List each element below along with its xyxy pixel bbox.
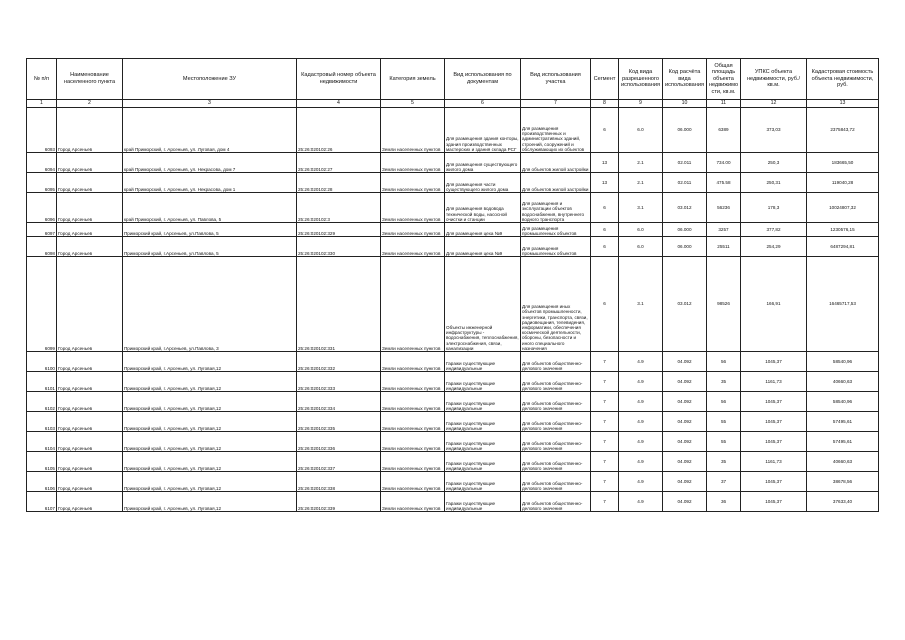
cell-use-code: 4.9 bbox=[619, 492, 663, 512]
column-number: 10 bbox=[663, 100, 707, 108]
cell-land-category: Земли населенных пунктов bbox=[381, 173, 445, 193]
cell-document-use: Гаражи существующие индивидуальные bbox=[445, 372, 521, 392]
cell-use-code: 3.1 bbox=[619, 257, 663, 352]
cell-town: Город Арсеньев bbox=[57, 108, 123, 153]
cell-calc-code: 04.092 bbox=[663, 372, 707, 392]
cell-actual-use: Для объектов общественно-делового значения bbox=[521, 412, 591, 432]
cell-calc-code: 04.092 bbox=[663, 492, 707, 512]
cell-document-use: Для размещения части существующего жилого дома bbox=[445, 173, 521, 193]
cell-use-code: 3.1 bbox=[619, 193, 663, 223]
cell-number: 6096 bbox=[27, 193, 57, 223]
cell-area: 35 bbox=[707, 372, 741, 392]
cell-land-category: Земли населенных пунктов bbox=[381, 372, 445, 392]
table-row bbox=[27, 193, 879, 223]
column-number: 13 bbox=[807, 100, 879, 108]
table-row bbox=[27, 472, 879, 492]
cell-upks: 1045,37 bbox=[741, 472, 807, 492]
cell-upks: 1045,37 bbox=[741, 492, 807, 512]
cell-actual-use: Для объектов общественно-делового значения bbox=[521, 492, 591, 512]
cell-use-code: 6.0 bbox=[619, 108, 663, 153]
cell-calc-code: 02.011 bbox=[663, 173, 707, 193]
cell-area: 55 bbox=[707, 412, 741, 432]
cell-town: Город Арсеньев bbox=[57, 193, 123, 223]
cell-location: Приморский край, г. Арсеньев, ул. Луговая,12 bbox=[123, 392, 297, 412]
table-row bbox=[27, 492, 879, 512]
column-number: 11 bbox=[707, 100, 741, 108]
column-number: 2 bbox=[57, 100, 123, 108]
header-cell: Кадастровая стоимость объекта недвижимости, руб. bbox=[807, 59, 879, 100]
column-number: 7 bbox=[521, 100, 591, 108]
cell-actual-use: Для объектов общественно-делового значения bbox=[521, 472, 591, 492]
cell-document-use: Гаражи существующие индивидуальные bbox=[445, 472, 521, 492]
cell-use-code: 4.9 bbox=[619, 472, 663, 492]
cell-number: 6106 bbox=[27, 472, 57, 492]
cell-segment: 6 bbox=[591, 223, 619, 237]
cell-actual-use: Для объектов общественно-делового значения bbox=[521, 452, 591, 472]
cell-segment: 6 bbox=[591, 108, 619, 153]
cell-cadastral-cost: 16465717,53 bbox=[807, 257, 879, 352]
cell-number: 6104 bbox=[27, 432, 57, 452]
cell-cadastral-number: 25:26:020102:332 bbox=[297, 352, 381, 372]
cell-town: Город Арсеньев bbox=[57, 223, 123, 237]
cell-location: Приморский край, г.Арсеньев, ул.Павлова, 5 bbox=[123, 237, 297, 257]
cell-town: Город Арсеньев bbox=[57, 452, 123, 472]
cell-number: 6105 bbox=[27, 452, 57, 472]
table-row bbox=[27, 108, 879, 153]
cell-area: 6389 bbox=[707, 108, 741, 153]
cell-segment: 7 bbox=[591, 372, 619, 392]
cell-town: Город Арсеньев bbox=[57, 372, 123, 392]
cell-upks: 1045,37 bbox=[741, 392, 807, 412]
cell-use-code: 4.9 bbox=[619, 432, 663, 452]
cell-actual-use: Для размещения промышленных объектов bbox=[521, 223, 591, 237]
header-cell: УПКС объекта недвижимости, руб./кв.м. bbox=[741, 59, 807, 100]
cell-land-category: Земли населенных пунктов bbox=[381, 237, 445, 257]
cell-town: Город Арсеньев bbox=[57, 432, 123, 452]
cell-calc-code: 04.092 bbox=[663, 412, 707, 432]
cell-area: 98526 bbox=[707, 257, 741, 352]
cell-cadastral-number: 25:26:020102:331 bbox=[297, 257, 381, 352]
table-row bbox=[27, 372, 879, 392]
cell-segment: 7 bbox=[591, 452, 619, 472]
cell-calc-code: 06.000 bbox=[663, 237, 707, 257]
column-number: 1 bbox=[27, 100, 57, 108]
column-number: 12 bbox=[741, 100, 807, 108]
cell-cadastral-cost: 37633,40 bbox=[807, 492, 879, 512]
cell-cadastral-number: 25:26:020102:338 bbox=[297, 472, 381, 492]
cell-cadastral-number: 25:26:020102:337 bbox=[297, 452, 381, 472]
cell-actual-use: Для размещения промышленных объектов bbox=[521, 237, 591, 257]
cell-segment: 13 bbox=[591, 173, 619, 193]
cell-cadastral-number: 25:26:020102:330 bbox=[297, 237, 381, 257]
table-row bbox=[27, 412, 879, 432]
cell-location: Приморский край, г.Арсеньев, ул.Павлова, 5 bbox=[123, 223, 297, 237]
cell-town: Город Арсеньев bbox=[57, 352, 123, 372]
column-number: 4 bbox=[297, 100, 381, 108]
cell-document-use: Для размещения цеха №9 bbox=[445, 223, 521, 237]
column-number: 3 bbox=[123, 100, 297, 108]
cell-land-category: Земли населенных пунктов bbox=[381, 108, 445, 153]
cell-upks: 1045,37 bbox=[741, 412, 807, 432]
cell-segment: 6 bbox=[591, 237, 619, 257]
cell-segment: 7 bbox=[591, 352, 619, 372]
cell-cadastral-cost: 40660,63 bbox=[807, 372, 879, 392]
cell-upks: 1161,73 bbox=[741, 452, 807, 472]
cell-upks: 377,82 bbox=[741, 223, 807, 237]
header-cell: Кадастровый номер объекта недвижимости bbox=[297, 59, 381, 100]
cell-land-category: Земли населенных пунктов bbox=[381, 392, 445, 412]
cell-land-category: Земли населенных пунктов bbox=[381, 412, 445, 432]
header-cell: Общая площадь объекта недвижимости, кв.м. bbox=[707, 59, 741, 100]
cell-cadastral-cost: 57495,61 bbox=[807, 412, 879, 432]
cell-document-use: Гаражи существующие индивидуальные bbox=[445, 452, 521, 472]
cell-location: Приморский край, г. Арсеньев, ул. Луговая,12 bbox=[123, 432, 297, 452]
cell-area: 734.00 bbox=[707, 153, 741, 173]
header-cell: Код расчёта вида использования bbox=[663, 59, 707, 100]
cell-location: Приморский край, г. Арсеньев, ул. Луговая,12 bbox=[123, 452, 297, 472]
cell-cadastral-cost: 58540,96 bbox=[807, 352, 879, 372]
cell-land-category: Земли населенных пунктов bbox=[381, 432, 445, 452]
data-table bbox=[26, 58, 879, 512]
cell-cadastral-number: 25:26:020102:27 bbox=[297, 153, 381, 173]
cell-document-use: Для размещения водовода технической воды, насосной очистки и станции bbox=[445, 193, 521, 223]
table-body bbox=[27, 108, 879, 512]
cell-calc-code: 04.092 bbox=[663, 392, 707, 412]
cell-segment: 7 bbox=[591, 412, 619, 432]
cell-document-use: Гаражи существующие индивидуальные bbox=[445, 352, 521, 372]
cell-town: Город Арсеньев bbox=[57, 153, 123, 173]
cell-number: 6095 bbox=[27, 173, 57, 193]
cell-cadastral-number: 25:26:020102:335 bbox=[297, 412, 381, 432]
cell-area: 3257 bbox=[707, 223, 741, 237]
table-row bbox=[27, 392, 879, 412]
cell-town: Город Арсеньев bbox=[57, 392, 123, 412]
cell-segment: 7 bbox=[591, 432, 619, 452]
cell-upks: 373,03 bbox=[741, 108, 807, 153]
header-cell: Код вида разрешенного использования bbox=[619, 59, 663, 100]
cell-actual-use: Для размещения производственных и административных зданий, строений, сооружений и обслуживающих их объектов bbox=[521, 108, 591, 153]
cell-location: Приморский край, г. Арсеньев, ул. Луговая,12 bbox=[123, 492, 297, 512]
cell-calc-code: 04.092 bbox=[663, 352, 707, 372]
cell-document-use: Гаражи существующие индивидуальные bbox=[445, 492, 521, 512]
cell-town: Город Арсеньев bbox=[57, 472, 123, 492]
cell-upks: 178,3 bbox=[741, 193, 807, 223]
cell-actual-use: Для размещения и эксплуатации объектов водоснабжения, внутреннего водного транспорта bbox=[521, 193, 591, 223]
cell-actual-use: Для объектов жилой застройки bbox=[521, 173, 591, 193]
cell-land-category: Земли населенных пунктов bbox=[381, 193, 445, 223]
cell-location: край Приморский, г. Арсеньев, ул. Луговая, дом 4 bbox=[123, 108, 297, 153]
cell-land-category: Земли населенных пунктов bbox=[381, 492, 445, 512]
cell-calc-code: 06.000 bbox=[663, 108, 707, 153]
cell-cadastral-cost: 2375843,72 bbox=[807, 108, 879, 153]
cell-land-category: Земли населенных пунктов bbox=[381, 223, 445, 237]
cell-cadastral-cost: 10024807,32 bbox=[807, 193, 879, 223]
cell-area: 35 bbox=[707, 452, 741, 472]
table-row bbox=[27, 173, 879, 193]
cell-location: Приморский край, г. Арсеньев, ул. Луговая,12 bbox=[123, 412, 297, 432]
cell-calc-code: 06.000 bbox=[663, 223, 707, 237]
cell-number: 6093 bbox=[27, 108, 57, 153]
cell-document-use: Объекты инженерной инфраструктуры - водоснабжения, теплоснабжения, электроснабжения, связи, канализации bbox=[445, 257, 521, 352]
cell-use-code: 6.0 bbox=[619, 223, 663, 237]
cell-town: Город Арсеньев bbox=[57, 173, 123, 193]
cell-upks: 1045,37 bbox=[741, 352, 807, 372]
cell-cadastral-cost: 6487294,81 bbox=[807, 237, 879, 257]
cell-document-use: Гаражи существующие индивидуальные bbox=[445, 432, 521, 452]
cell-cadastral-number: 25:26:020102:333 bbox=[297, 372, 381, 392]
cell-cadastral-number: 25:26:020102:26 bbox=[297, 108, 381, 153]
cell-use-code: 2.1 bbox=[619, 173, 663, 193]
cell-segment: 7 bbox=[591, 392, 619, 412]
table-row bbox=[27, 452, 879, 472]
cell-number: 6107 bbox=[27, 492, 57, 512]
cell-location: край Приморский, г. Арсеньев, ул. Некрасова, дом 1 bbox=[123, 173, 297, 193]
cell-town: Город Арсеньев bbox=[57, 412, 123, 432]
cell-segment: 7 bbox=[591, 472, 619, 492]
cell-actual-use: Для размещения иных объектов промышленности, энергетики, транспорта, связи, радиовещания, телевидения, информатики, обеспечения космической деятельности, обороны, безопасности и иного специального назначения bbox=[521, 257, 591, 352]
cell-area: 55 bbox=[707, 432, 741, 452]
cell-cadastral-cost: 183665,50 bbox=[807, 153, 879, 173]
cell-segment: 7 bbox=[591, 492, 619, 512]
cell-use-code: 4.9 bbox=[619, 352, 663, 372]
cell-area: 475.58 bbox=[707, 173, 741, 193]
column-number: 8 bbox=[591, 100, 619, 108]
cell-location: край Приморский, г. Арсеньев, ул. Некрасова, дом 7 bbox=[123, 153, 297, 173]
column-number: 9 bbox=[619, 100, 663, 108]
header-cell: Сегмент bbox=[591, 59, 619, 100]
header-cell: Наименование населенного пункта bbox=[57, 59, 123, 100]
cell-cadastral-cost: 38678,56 bbox=[807, 472, 879, 492]
column-number: 5 bbox=[381, 100, 445, 108]
cell-document-use: Для размещения цеха №9 bbox=[445, 237, 521, 257]
cell-area: 56 bbox=[707, 352, 741, 372]
cell-cadastral-number: 25:26:020102:339 bbox=[297, 492, 381, 512]
cell-document-use: Гаражи существующие индивидуальные bbox=[445, 392, 521, 412]
cell-segment: 6 bbox=[591, 257, 619, 352]
cell-segment: 6 bbox=[591, 193, 619, 223]
table-row bbox=[27, 432, 879, 452]
cell-location: Приморский край, г. Арсеньев, ул. Луговая,12 bbox=[123, 472, 297, 492]
cell-use-code: 4.9 bbox=[619, 452, 663, 472]
cell-cadastral-cost: 119040,28 bbox=[807, 173, 879, 193]
cell-number: 6102 bbox=[27, 392, 57, 412]
header-cell: Вид использования по документам bbox=[445, 59, 521, 100]
cell-area: 56236 bbox=[707, 193, 741, 223]
cell-upks: 1045,37 bbox=[741, 432, 807, 452]
cell-use-code: 4.9 bbox=[619, 392, 663, 412]
cell-town: Город Арсеньев bbox=[57, 492, 123, 512]
cell-cadastral-cost: 40660,63 bbox=[807, 452, 879, 472]
cell-calc-code: 02.011 bbox=[663, 153, 707, 173]
cell-cadastral-cost: 1230576,15 bbox=[807, 223, 879, 237]
cell-calc-code: 04.092 bbox=[663, 472, 707, 492]
cell-number: 6103 bbox=[27, 412, 57, 432]
cell-use-code: 4.9 bbox=[619, 372, 663, 392]
cell-location: край Приморский, г. Арсеньев, ул. Павлова, 5 bbox=[123, 193, 297, 223]
header-cell: № п/п bbox=[27, 59, 57, 100]
cell-number: 6098 bbox=[27, 237, 57, 257]
table-row bbox=[27, 257, 879, 352]
cell-calc-code: 04.092 bbox=[663, 452, 707, 472]
cell-land-category: Земли населенных пунктов bbox=[381, 257, 445, 352]
cell-actual-use: Для объектов общественно-делового значения bbox=[521, 352, 591, 372]
cadastral-value-table bbox=[26, 58, 878, 512]
cell-area: 25511 bbox=[707, 237, 741, 257]
table-row bbox=[27, 223, 879, 237]
cell-number: 6100 bbox=[27, 352, 57, 372]
cell-upks: 166,91 bbox=[741, 257, 807, 352]
cell-document-use: Для размещения существующего жилого дома bbox=[445, 153, 521, 173]
cell-cadastral-number: 25:26:020102:334 bbox=[297, 392, 381, 412]
cell-upks: 254,29 bbox=[741, 237, 807, 257]
table-row bbox=[27, 237, 879, 257]
cell-cadastral-number: 25:26:020102:336 bbox=[297, 432, 381, 452]
cell-land-category: Земли населенных пунктов bbox=[381, 352, 445, 372]
cell-land-category: Земли населенных пунктов bbox=[381, 472, 445, 492]
cell-calc-code: 03.012 bbox=[663, 257, 707, 352]
cell-cadastral-number: 25:26:020102:3 bbox=[297, 193, 381, 223]
cell-location: Приморский край, г. Арсеньев, ул. Луговая,12 bbox=[123, 372, 297, 392]
header-cell: Местоположение ЗУ bbox=[123, 59, 297, 100]
cell-location: Приморский край, г.Арсеньев, ул.Павлова, 3 bbox=[123, 257, 297, 352]
header-row bbox=[27, 59, 879, 100]
cell-number: 6097 bbox=[27, 223, 57, 237]
cell-area: 56 bbox=[707, 392, 741, 412]
header-cell: Вид использования участка bbox=[521, 59, 591, 100]
cell-segment: 13 bbox=[591, 153, 619, 173]
cell-actual-use: Для объектов общественно-делового значения bbox=[521, 432, 591, 452]
cell-number: 6099 bbox=[27, 257, 57, 352]
cell-use-code: 4.9 bbox=[619, 412, 663, 432]
cell-actual-use: Для объектов жилой застройки bbox=[521, 153, 591, 173]
cell-use-code: 2.1 bbox=[619, 153, 663, 173]
cell-upks: 250,3 bbox=[741, 153, 807, 173]
cell-cadastral-number: 25:26:020102:28 bbox=[297, 173, 381, 193]
column-number-row bbox=[27, 100, 879, 108]
cell-number: 6101 bbox=[27, 372, 57, 392]
column-number: 6 bbox=[445, 100, 521, 108]
cell-land-category: Земли населенных пунктов bbox=[381, 153, 445, 173]
cell-location: Приморский край, г. Арсеньев, ул. Луговая,12 bbox=[123, 352, 297, 372]
cell-area: 36 bbox=[707, 492, 741, 512]
cell-actual-use: Для объектов общественно-делового значения bbox=[521, 372, 591, 392]
header-cell: Категория земель bbox=[381, 59, 445, 100]
cell-upks: 1161,73 bbox=[741, 372, 807, 392]
cell-cadastral-number: 25:26:020102:329 bbox=[297, 223, 381, 237]
cell-use-code: 6.0 bbox=[619, 237, 663, 257]
cell-number: 6094 bbox=[27, 153, 57, 173]
cell-document-use: Для размещения здания конторы, здания производственных мастерских и здания склада РСГ bbox=[445, 108, 521, 153]
cell-cadastral-cost: 58540,96 bbox=[807, 392, 879, 412]
cell-calc-code: 03.012 bbox=[663, 193, 707, 223]
cell-land-category: Земли населенных пунктов bbox=[381, 452, 445, 472]
table-row bbox=[27, 352, 879, 372]
cell-town: Город Арсеньев bbox=[57, 257, 123, 352]
cell-town: Город Арсеньев bbox=[57, 237, 123, 257]
cell-document-use: Гаражи существующие индивидуальные bbox=[445, 412, 521, 432]
table-row bbox=[27, 153, 879, 173]
cell-actual-use: Для объектов общественно-делового значения bbox=[521, 392, 591, 412]
cell-cadastral-cost: 57495,61 bbox=[807, 432, 879, 452]
cell-calc-code: 04.092 bbox=[663, 432, 707, 452]
cell-area: 37 bbox=[707, 472, 741, 492]
cell-upks: 250,31 bbox=[741, 173, 807, 193]
